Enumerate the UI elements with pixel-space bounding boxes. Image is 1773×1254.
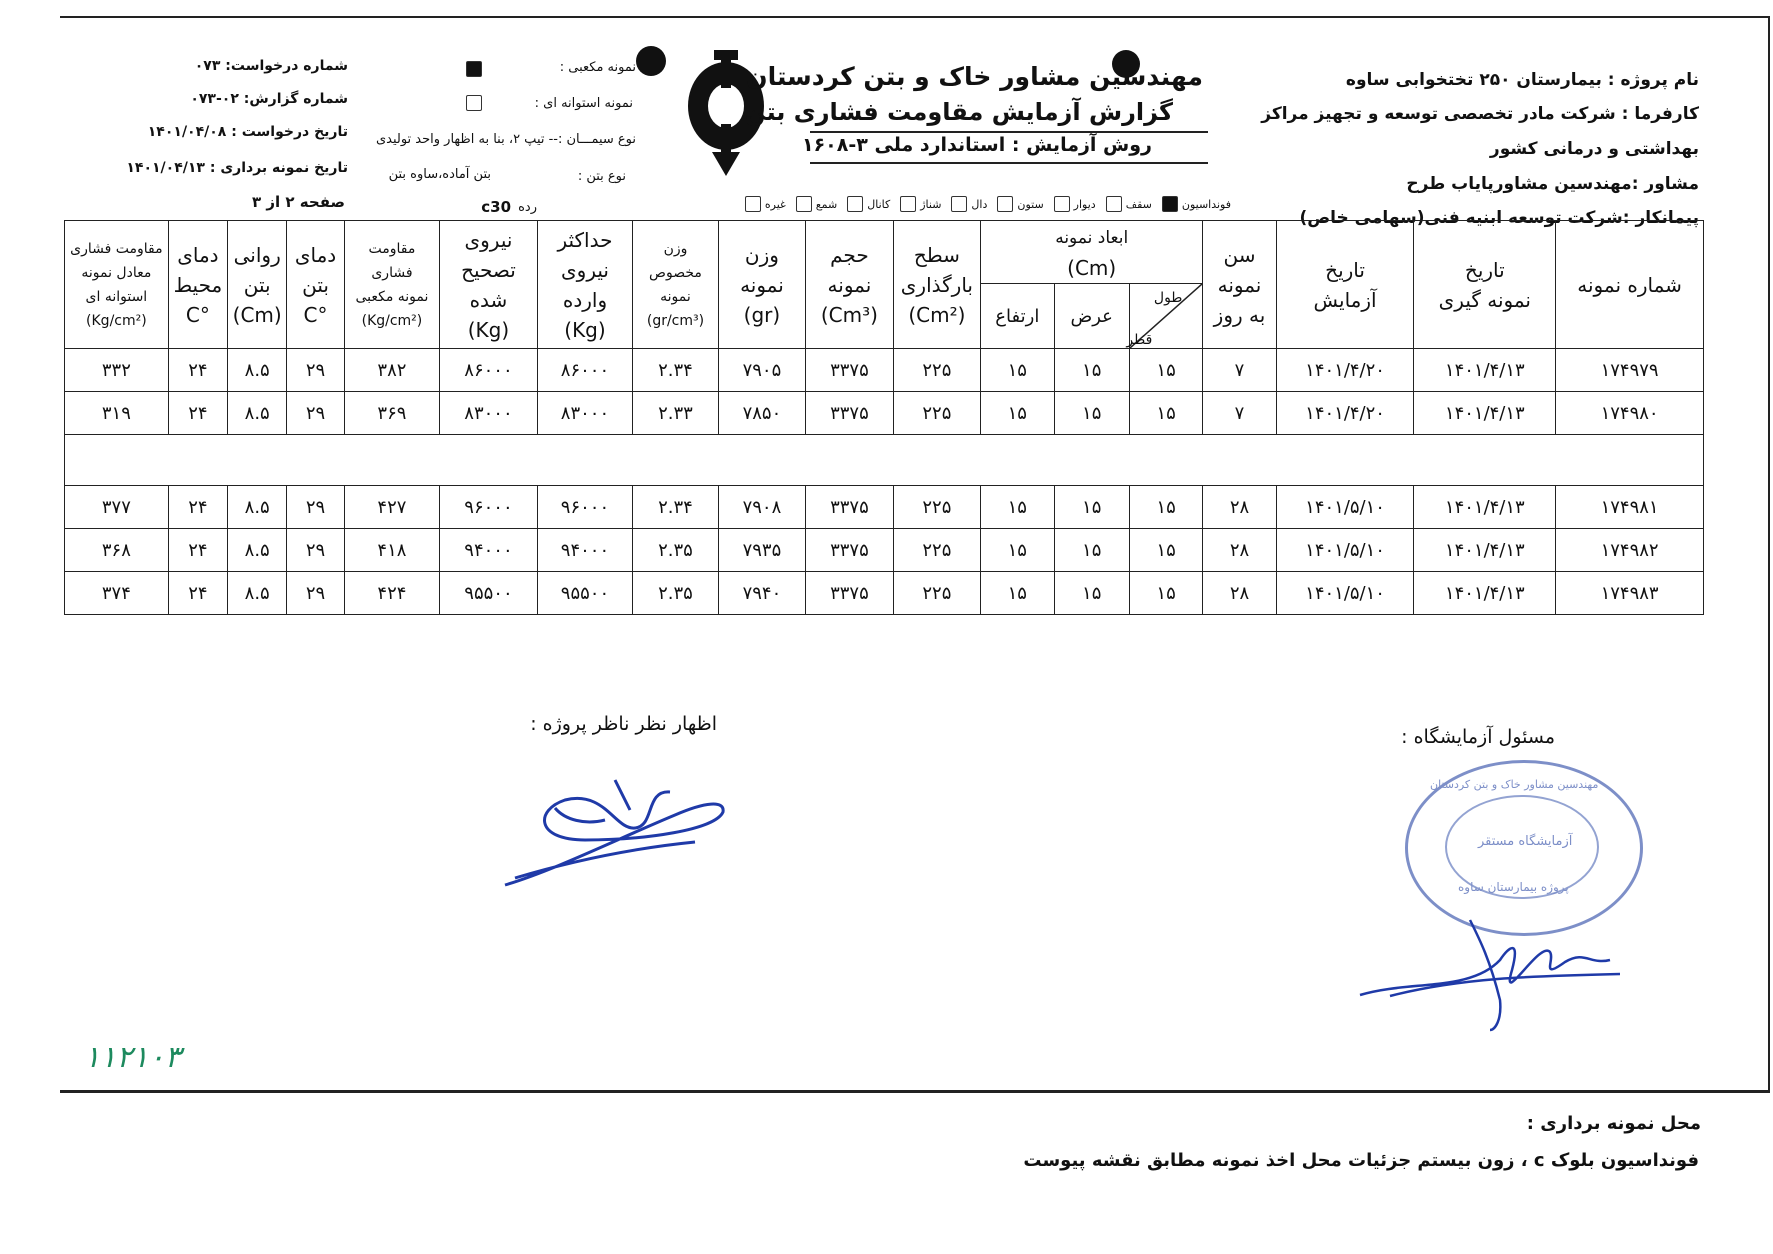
table-cell: ۲۹ <box>287 349 344 392</box>
table-cell: ۸.۵ <box>228 529 287 572</box>
hdr-width: عرض <box>1054 284 1129 349</box>
element-type-checkbox[interactable] <box>1162 196 1178 212</box>
table-cell: ۲۸ <box>1203 529 1276 572</box>
sampling-date: تاریخ نمونه برداری : ۱۴۰۱/۰۴/۱۳ <box>126 160 348 176</box>
cylinder-sample-checkbox[interactable] <box>466 92 482 111</box>
hdr-test-date: تاریخ آزمایش <box>1276 221 1414 349</box>
table-cell: ۱۵ <box>1054 392 1129 435</box>
element-type-checkbox[interactable] <box>796 196 812 212</box>
hdr-corrected-load: نیروی تصحیح شده (Kg) <box>440 221 538 349</box>
concrete-type-label: نوع بتن : <box>577 169 626 184</box>
redaction-dot-1 <box>636 46 666 76</box>
element-type-checkbox[interactable] <box>745 196 761 212</box>
hdr-height: ارتفاع <box>981 284 1054 349</box>
table-cell: ۲.۳۴ <box>633 349 718 392</box>
table-cell: ۳۳۷۵ <box>806 486 893 529</box>
table-cell: ۱۵ <box>1129 529 1202 572</box>
consultant: مشاور :مهندسین مشاورپایاب طرح <box>1406 174 1699 194</box>
table-cell: ۱۵ <box>981 349 1054 392</box>
report-title: گزارش آزمایش مقاومت فشاری بتن <box>744 98 1173 126</box>
request-number: شماره درخواست: ۰۷۳ <box>194 58 348 74</box>
table-cell: ۱۴۰۱/۴/۱۳ <box>1414 486 1556 529</box>
table-cell: ۸.۵ <box>228 392 287 435</box>
hdr-sample-no: شماره نمونه <box>1556 221 1704 349</box>
employer-line2: بهداشتی و درمانی کشور <box>1489 139 1699 159</box>
table-cell: ۲.۳۵ <box>633 529 718 572</box>
cylinder-sample-label: نمونه استوانه ای : <box>534 96 633 111</box>
element-type-option[interactable] <box>1054 196 1096 212</box>
table-row <box>65 529 1704 572</box>
table-cell: ۱۵ <box>1054 572 1129 615</box>
table-cell: ۱۴۰۱/۴/۱۳ <box>1414 392 1556 435</box>
supervisor-label: اظهار نظر ناظر پروژه : <box>530 713 717 735</box>
table-cell: ۱۴۰۱/۵/۱۰ <box>1276 572 1414 615</box>
cement-type: نوع سیمـــان :-- تیپ ۲، بنا به اظهار واحد تولیدی <box>375 132 636 147</box>
hdr-age: سن نمونه به روز <box>1203 221 1276 349</box>
table-cell: ۲۸ <box>1203 572 1276 615</box>
table-cell: ۱۷۴۹۸۰ <box>1556 392 1704 435</box>
element-type-checkbox[interactable] <box>997 196 1013 212</box>
table-cell: ۷۹۰۸ <box>718 486 805 529</box>
table-cell: ۲۹ <box>287 572 344 615</box>
hdr-volume: حجم نمونه (Cm³) <box>806 221 893 349</box>
table-cell: ۲۴ <box>168 349 227 392</box>
table-cell: ۷۹۳۵ <box>718 529 805 572</box>
table-cell: ۱۴۰۱/۴/۱۳ <box>1414 572 1556 615</box>
table-cell: ۱۵ <box>1129 349 1202 392</box>
supervisor-signature <box>495 770 735 900</box>
table-cell: ۲۴ <box>168 486 227 529</box>
table-cell: ۱۵ <box>1129 392 1202 435</box>
element-type-label: ستون <box>1017 197 1044 211</box>
table-cell: ۲۸ <box>1203 486 1276 529</box>
table-cell: ۲.۳۳ <box>633 392 718 435</box>
hdr-ambient-temp: دمای محیط °C <box>168 221 227 349</box>
table-cell: ۳۶۸ <box>65 529 169 572</box>
table-cell: ۲۲۵ <box>893 349 980 392</box>
table-cell: ۱۵ <box>1129 486 1202 529</box>
element-type-checkbox[interactable] <box>1106 196 1122 212</box>
table-cell: ۱۵ <box>1054 529 1129 572</box>
sampling-location-label: محل نمونه برداری : <box>1526 1113 1701 1134</box>
element-type-option[interactable] <box>900 196 941 212</box>
element-type-checkbox[interactable] <box>847 196 863 212</box>
table-cell: ۷۸۵۰ <box>718 392 805 435</box>
table-cell: ۱۵ <box>981 572 1054 615</box>
table-cell: ۳۳۷۵ <box>806 529 893 572</box>
element-types <box>745 196 1231 212</box>
table-cell: ۴۲۴ <box>344 572 440 615</box>
table-cell: ۲.۳۴ <box>633 486 718 529</box>
element-type-label: شناژ <box>920 197 942 211</box>
hdr-max-load: حداکثر نیروی وارده (Kg) <box>537 221 633 349</box>
table-cell: ۸۶۰۰۰ <box>440 349 538 392</box>
table-cell: ۱۵ <box>1054 486 1129 529</box>
table-cell: ۲۴ <box>168 392 227 435</box>
table-cell: ۳۳۲ <box>65 349 169 392</box>
table-cell: ۳۳۷۵ <box>806 349 893 392</box>
project-name: نام پروژه : بیمارستان ۲۵۰ تختخوابی ساوه <box>1345 70 1699 90</box>
table-row <box>65 572 1704 615</box>
table-cell: ۳۶۹ <box>344 392 440 435</box>
table-cell: ۱۴۰۱/۴/۱۳ <box>1414 349 1556 392</box>
table-spacer-row <box>65 435 1704 486</box>
hdr-density: وزن مخصوص نمونه (gr/cm³) <box>633 221 718 349</box>
stamp-lab-text: آزمایشگاه مستقر <box>1478 834 1573 849</box>
table-cell: ۴۱۸ <box>344 529 440 572</box>
table-cell: ۲۲۵ <box>893 392 980 435</box>
concrete-type-value: بتن آماده،ساوه بتن <box>388 167 491 182</box>
grade-label: رده <box>518 200 537 215</box>
hdr-sampling-date: تاریخ نمونه گیری <box>1414 221 1556 349</box>
table-cell: ۷۹۴۰ <box>718 572 805 615</box>
table-cell: ۱۷۴۹۷۹ <box>1556 349 1704 392</box>
element-type-label: دال <box>971 197 988 211</box>
table-cell: ۸۳۰۰۰ <box>537 392 633 435</box>
element-type-option[interactable] <box>1106 196 1152 212</box>
stamp-project-text: پروژه بیمارستان ساوه <box>1458 880 1569 894</box>
element-type-checkbox[interactable] <box>900 196 916 212</box>
cube-sample-checkbox[interactable] <box>466 58 482 77</box>
table-cell: ۲۴ <box>168 529 227 572</box>
table-cell: ۸.۵ <box>228 349 287 392</box>
table-cell: ۹۵۵۰۰ <box>440 572 538 615</box>
page-number: صفحه ۲ از ۳ <box>252 193 345 211</box>
table-cell: ۹۶۰۰۰ <box>537 486 633 529</box>
table-cell: ۱۷۴۹۸۳ <box>1556 572 1704 615</box>
hdr-concrete-temp: دمای بتن °C <box>287 221 344 349</box>
header-rule-1 <box>810 131 1208 133</box>
table-cell: ۸۶۰۰۰ <box>537 349 633 392</box>
hdr-weight: وزن نمونه (gr) <box>718 221 805 349</box>
table-cell: ۲۹ <box>287 392 344 435</box>
report-number: شماره گزارش: ۰۲-۰۷۳ <box>190 91 348 107</box>
element-type-option[interactable] <box>847 196 890 212</box>
table-cell: ۸.۵ <box>228 486 287 529</box>
lab-signature <box>1350 900 1630 1040</box>
table-cell: ۱۴۰۱/۴/۱۳ <box>1414 529 1556 572</box>
table-cell: ۱۵ <box>981 392 1054 435</box>
test-method: روش آزمایش : استاندارد ملی ۳-۱۶۰۸ <box>801 134 1152 156</box>
table-cell: ۳۸۲ <box>344 349 440 392</box>
element-type-option[interactable] <box>997 196 1043 212</box>
table-cell: ۱۴۰۱/۵/۱۰ <box>1276 486 1414 529</box>
handwritten-number: ۱۱۲۱۰۳ <box>84 1040 181 1075</box>
request-date: تاریخ درخواست : ۱۴۰۱/۰۴/۰۸ <box>147 124 348 140</box>
table-cell: ۱۴۰۱/۵/۱۰ <box>1276 529 1414 572</box>
table-cell: ۱۴۰۱/۴/۲۰ <box>1276 349 1414 392</box>
table-cell: ۳۳۷۵ <box>806 392 893 435</box>
element-type-label: کانال <box>867 197 891 211</box>
table-cell: ۳۱۹ <box>65 392 169 435</box>
employer-line1: کارفرما : شرکت مادر تخصصی توسعه و تجهیز مراکز <box>1261 104 1699 124</box>
hdr-length-diameter: طول قطر <box>1129 284 1202 349</box>
table-cell: ۲۴ <box>168 572 227 615</box>
element-type-option[interactable] <box>951 196 987 212</box>
table-cell: ۳۳۷۵ <box>806 572 893 615</box>
hdr-slump: روانی بتن (Cm) <box>228 221 287 349</box>
table-cell: ۲۲۵ <box>893 529 980 572</box>
table-cell: ۱۵ <box>1054 349 1129 392</box>
table-cell: ۱۷۴۹۸۱ <box>1556 486 1704 529</box>
lab-manager-label: مسئول آزمایشگاه : <box>1401 726 1555 748</box>
element-type-option[interactable] <box>745 196 786 212</box>
table-cell: ۹۶۰۰۰ <box>440 486 538 529</box>
element-type-checkbox[interactable] <box>951 196 967 212</box>
table-cell: ۷ <box>1203 392 1276 435</box>
table-cell: ۹۴۰۰۰ <box>440 529 538 572</box>
element-type-label: سقف <box>1125 197 1152 211</box>
table-cell: ۲۹ <box>287 529 344 572</box>
table-cell: ۸.۵ <box>228 572 287 615</box>
hdr-cube-strength: مقاومت فشاری نمونه مکعبی (Kg/cm²) <box>344 221 440 349</box>
element-type-label: دیوار <box>1073 197 1096 211</box>
table-cell: ۲۹ <box>287 486 344 529</box>
table-cell: ۹۴۰۰۰ <box>537 529 633 572</box>
contractor: پیمانکار :شرکت توسعه ابنیه فنی(سهامی خاص) <box>1299 208 1699 228</box>
results-table <box>64 220 1704 615</box>
table-row <box>65 392 1704 435</box>
hdr-cylinder-strength: مقاومت فشاری معادل نمونه استوانه ای (Kg/cm²) <box>65 221 169 349</box>
hdr-dimensions: ابعاد نمونه (Cm) <box>981 221 1203 284</box>
company-name: مهندسین مشاور خاک و بتن کردستان <box>746 62 1203 91</box>
header-rule-2 <box>810 162 1208 164</box>
table-cell: ۹۵۵۰۰ <box>537 572 633 615</box>
table-cell: ۲۲۵ <box>893 572 980 615</box>
table-cell: ۷۹۰۵ <box>718 349 805 392</box>
table-cell: ۸۳۰۰۰ <box>440 392 538 435</box>
element-type-option[interactable] <box>796 196 837 212</box>
table-cell: ۱۴۰۱/۴/۲۰ <box>1276 392 1414 435</box>
table-cell: ۳۷۷ <box>65 486 169 529</box>
table-cell: ۲.۳۵ <box>633 572 718 615</box>
element-type-label: غیره <box>764 197 786 211</box>
grade-value: c30 <box>481 198 511 216</box>
table-cell: ۲۲۵ <box>893 486 980 529</box>
stamp-company-text: مهندسین مشاور خاک و بتن کردستان <box>1430 778 1599 791</box>
sampling-location-value: فونداسیون بلوک c ، زون بیستم جزئیات محل اخذ نمونه مطابق نقشه پیوست <box>1023 1150 1699 1171</box>
element-type-checkbox[interactable] <box>1054 196 1070 212</box>
table-cell: ۳۷۴ <box>65 572 169 615</box>
element-type-label: فونداسیون <box>1181 197 1231 211</box>
table-row <box>65 486 1704 529</box>
element-type-option[interactable] <box>1162 196 1231 212</box>
table-row <box>65 349 1704 392</box>
table-cell: ۱۵ <box>1129 572 1202 615</box>
hdr-area: سطح بارگذاری (Cm²) <box>893 221 980 349</box>
element-type-label: شمع <box>815 197 838 211</box>
table-cell: ۷ <box>1203 349 1276 392</box>
table-cell: ۱۵ <box>981 529 1054 572</box>
table-cell: ۴۲۷ <box>344 486 440 529</box>
cube-sample-label: نمونه مکعبی : <box>559 60 636 75</box>
table-cell: ۱۵ <box>981 486 1054 529</box>
table-cell: ۱۷۴۹۸۲ <box>1556 529 1704 572</box>
